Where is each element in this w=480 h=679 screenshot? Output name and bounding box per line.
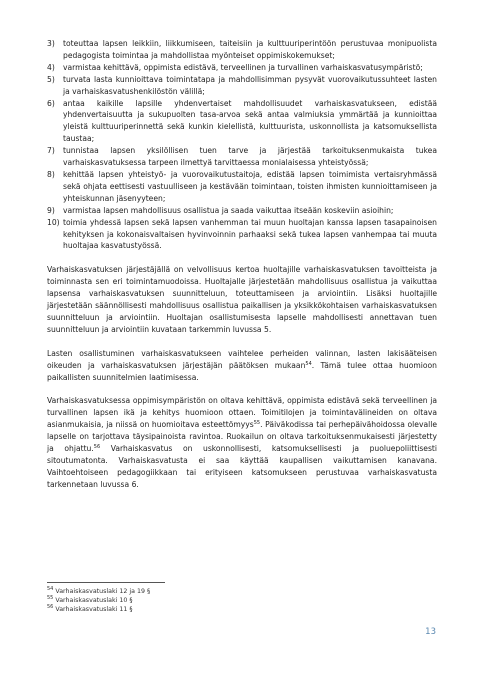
list-number: 9) [47,205,55,215]
list-item [47,169,437,205]
footnote-text: Varhaiskasvatuslaki 11 § [53,606,133,614]
list-number: 3) [47,39,55,48]
list-text: varmistaa kehittävä, oppimista edistävä, terveellinen ja turvallinen varhaiskasvatusympäristö; [63,62,423,72]
list-number: 5) [47,74,55,84]
list-text: kehittää lapsen yhteistyö- ja vuorovaikutustaitoja, edistää lapsen toimimista vertaisryhmässä sekä ohjata eettisesti vastuulliseen ja kestävään toimintaan, toisten ihmisten kunnioittamiseen ja yhteiskunnan jäsenyyteen; [63,169,437,203]
paragraph-text: Varhaiskasvatuksessa oppimisympäristön on oltava kehittävä, oppimista edistävä sekä terveellinen ja turvallinen lapsen ikä ja kehitys huomioon ottaen. Toimitilojen ja toimintavälineiden on oltava asianmukaisia, ja niissä on huomioitava esteettömyys [47,396,437,430]
list-text: tunnistaa lapsen yksilöllisen tuen tarve ja järjestää tarkoituksenmukaista tukea varhaiskasvatuksessa tarpeen ilmettyä tarvittaessa monialaisessa yhteistyössä; [63,146,437,168]
paragraph-text: . Tämä tulee ottaa huomioon paikallisten suunnitelmien laatimisessa. [47,360,437,382]
numbered-list [47,38,437,252]
list-number: 8) [47,169,55,179]
paragraph-text: Varhaiskasvatus on uskonnollisesti, katsomuksellisesti ja puoluepoliittisesti sitoutumatonta. Varhaiskasvatusta ei saa käyttää kaupallisen vaikuttamisen kanavana. Vaihtoehtoiseen pedagogiikkaan tai erityiseen katsomukseen perustuvaa varhaiskasvatusta tarkennetaan luvussa 6. [47,444,437,489]
list-number: 4) [47,62,55,72]
list-text: toimia yhdessä lapsen sekä lapsen vanhemman tai muun huoltajan kanssa lapsen tasapainoisen kehityksen ja kokonaisvaltaisen hyvinvoinnin parhaaksi sekä tukea lapsen vanhempaa tai muuta huoltajaa kasvatustyössä. [63,217,437,251]
list-text: antaa kaikille lapsille yhdenvertaiset mahdollisuudet varhaiskasvatukseen, edistää yhdenvertaisuutta ja sukupuolten tasa-arvoa sekä antaa valmiuksia ymmärtää ja kunnioittaa yleistä kulttuuriperinnettä sekä kunkin kielellistä, kulttuurista, uskonnollista ja katsomuksellista taustaa; [63,98,437,144]
list-text: turvata lasta kunnioittava toimintatapa ja mahdollisimman pysyvät vuorovaikutussuhteet lasten ja varhaiskasvatushenkilöstön välillä; [63,74,437,96]
list-number: 6) [47,98,55,108]
list-number: 7) [47,146,55,156]
footnote-number: 56 [47,604,54,611]
footnote-text: Varhaiskasvatuslaki 10 § [53,597,133,605]
paragraph-text: Lasten osallistuminen varhaiskasvatukseen vaihtelee perheiden valinnan, lasten lakisääteisen oikeuden ja varhaiskasvatuksen järjestäjän päätöksen mukaan [47,348,437,370]
footnote-ref: 54 [305,360,312,367]
list-item [47,62,437,74]
paragraph-guardian-info: Varhaiskasvatuksen järjestäjällä on velvollisuus kertoa huoltajille varhaiskasvatuksen tavoitteista ja toiminnasta sen eri toimintamuodoissa. Huoltajalle järjestetään mahdollisuus osallistua ja vaikuttaa lapsensa varhaiskasvatuksen suunnitteluun, toteuttamiseen ja arviointiin. Lisäksi huoltajille järjestetään säännöllisesti mahdollisuus osallistua paikallisen ja yksikkökohtaisen varhaiskasvatuksen suunnitteluun ja arviointiin. Huoltajan osallistumisesta lapselle mahdollisesti annettavan tuen suunnitteluun ja arviointiin kuvataan tarkemmin luvussa 5. [47,265,437,334]
footnote-number: 54 [47,586,54,592]
list-item [47,217,437,253]
list-text: toteuttaa lapsen leikkiin, liikkumiseen, taiteisiin ja kulttuuriperintöön perustuvaa monipuolista pedagogista toimintaa ja mahdollistaa myönteiset oppimiskokemukset; [63,39,437,60]
footnote-ref: 55 [253,420,261,427]
paragraph-text: . Päiväkodissa tai perhepäivähoidossa olevalle lapselle on tarjottava täysipainoista ravintoa. Ruokailun on oltava tarkoituksenmukaisesti järjestetty ja ohjattu. [47,420,437,454]
footnote [47,596,437,605]
footnote [47,587,437,596]
list-item [47,38,437,62]
footnote-divider [47,582,165,583]
list-item [47,74,437,98]
list-item [47,205,437,217]
paragraph-learning-environment [47,395,437,490]
footnote-number: 55 [47,595,54,602]
list-item [47,98,437,146]
list-text: varmistaa lapsen mahdollisuus osallistua ja saada vaikuttaa itseään koskeviin asioihin; [63,205,394,215]
page-number: 13 [425,627,436,637]
list-item [47,145,437,169]
footnote-text: Varhaiskasvatuslaki 12 ja 19 § [53,588,151,595]
list-number: 10) [47,217,60,227]
paragraph-participation [47,348,437,384]
footnotes [47,582,437,615]
document-body [47,38,437,491]
footnote [47,605,437,614]
footnote-ref: 56 [93,444,101,451]
